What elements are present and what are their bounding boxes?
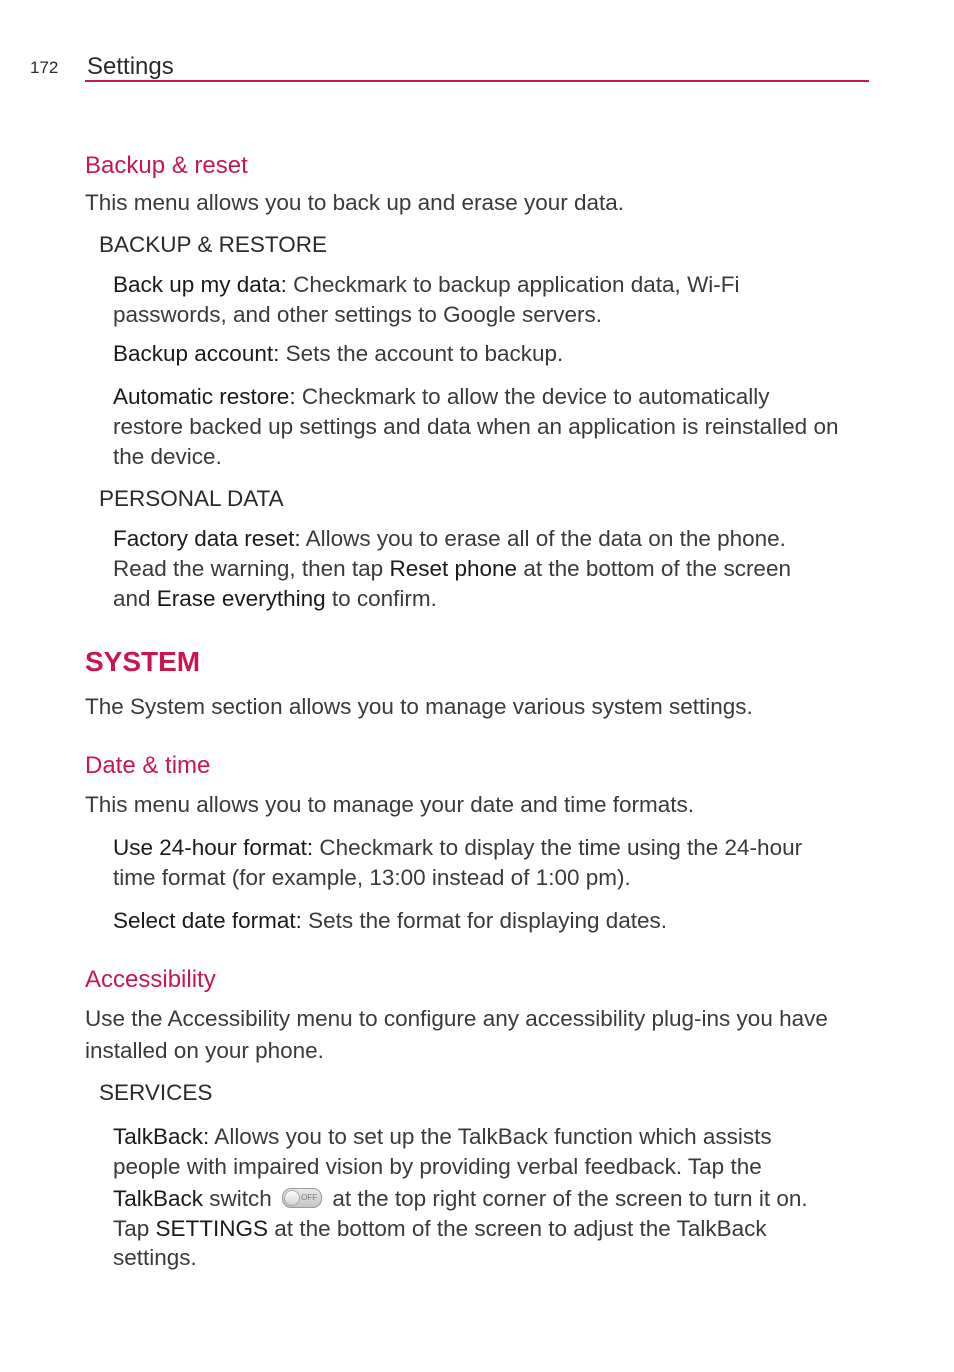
automatic-restore-line-2: restore backed up settings and data when an application is reinstalled on <box>113 414 839 439</box>
backup-reset-heading: Backup & reset <box>85 152 248 179</box>
back-up-my-data-text: Checkmark to backup application data, Wi-Fi <box>286 272 740 297</box>
talkback-text-3: at the top right corner of the screen to turn it on. <box>326 1186 808 1211</box>
reset-phone-term: Reset phone <box>389 556 518 581</box>
factory-reset-line-1 <box>113 524 786 554</box>
backup-account-item <box>113 339 563 369</box>
use-24-hour-text: Checkmark to display the time using the 24-hour <box>313 835 803 860</box>
toggle-knob <box>284 1190 300 1206</box>
use-24-hour-label: Use 24-hour format: <box>113 835 314 860</box>
talkback-text-4a: Tap <box>113 1216 156 1241</box>
toggle-off-label: OFF <box>301 1193 318 1202</box>
talkback-text-1: Allows you to set up the TalkBack function which assists <box>209 1124 772 1149</box>
accessibility-intro-line-2: installed on your phone. <box>85 1038 324 1063</box>
factory-reset-text: Allows you to erase all of the data on the phone. <box>300 526 786 551</box>
personal-data-section: PERSONAL DATA <box>99 486 284 511</box>
accessibility-heading: Accessibility <box>85 966 216 993</box>
talkback-line-2: people with impaired vision by providing verbal feedback. Tap the <box>113 1154 762 1179</box>
talkback-switch-word: switch <box>203 1186 272 1211</box>
factory-reset-text-3c: to confirm. <box>325 586 437 611</box>
page-number: 172 <box>30 58 59 77</box>
factory-reset-text-2c: at the bottom of the screen <box>517 556 791 581</box>
accessibility-intro-line-1: Use the Accessibility menu to configure any accessibility plug-ins you have <box>85 1006 828 1031</box>
factory-reset-line-2 <box>113 554 791 584</box>
services-section: SERVICES <box>99 1080 213 1105</box>
talkback-line-5: settings. <box>113 1245 197 1270</box>
factory-reset-line-3 <box>113 584 437 614</box>
automatic-restore-label: Automatic restore: <box>113 384 296 409</box>
talkback-line-1 <box>113 1122 772 1152</box>
header-title: Settings <box>87 53 174 80</box>
automatic-restore-line-1 <box>113 382 770 412</box>
back-up-my-data-line-1 <box>113 270 740 300</box>
back-up-my-data-line-2: passwords, and other settings to Google servers. <box>113 302 603 327</box>
use-24-hour-line-2: time format (for example, 13:00 instead of 1:00 pm). <box>113 865 631 890</box>
erase-everything-term: Erase everything <box>156 586 326 611</box>
toggle-switch-off-icon <box>282 1188 322 1208</box>
factory-reset-label: Factory data reset: <box>113 526 301 551</box>
talkback-line-3 <box>113 1184 808 1214</box>
select-date-format-label: Select date format: <box>113 908 302 933</box>
factory-reset-text-2a: Read the warning, then tap <box>113 556 390 581</box>
talkback-text-4c: at the bottom of the screen to adjust the TalkBack <box>268 1216 767 1241</box>
backup-restore-section: BACKUP & RESTORE <box>99 232 327 257</box>
use-24-hour-line-1 <box>113 833 802 863</box>
backup-intro: This menu allows you to back up and erase your data. <box>85 190 625 215</box>
system-heading: SYSTEM <box>85 646 201 677</box>
system-intro: The System section allows you to manage various system settings. <box>85 694 753 719</box>
factory-reset-text-3a: and <box>113 586 157 611</box>
automatic-restore-line-3: the device. <box>113 444 222 469</box>
date-time-heading: Date & time <box>85 752 211 779</box>
select-date-format-item <box>113 906 667 936</box>
backup-account-text: Sets the account to backup. <box>279 341 564 366</box>
automatic-restore-text: Checkmark to allow the device to automatically <box>295 384 770 409</box>
backup-account-label: Backup account: <box>113 341 280 366</box>
header-divider <box>85 80 869 82</box>
back-up-my-data-label: Back up my data: <box>113 272 287 297</box>
select-date-format-text: Sets the format for displaying dates. <box>301 908 668 933</box>
talkback-label: TalkBack: <box>113 1124 210 1149</box>
date-time-intro: This menu allows you to manage your date and time formats. <box>85 792 695 817</box>
talkback-line-4 <box>113 1214 767 1244</box>
talkback-term: TalkBack <box>113 1186 204 1211</box>
settings-term: SETTINGS <box>155 1216 269 1241</box>
